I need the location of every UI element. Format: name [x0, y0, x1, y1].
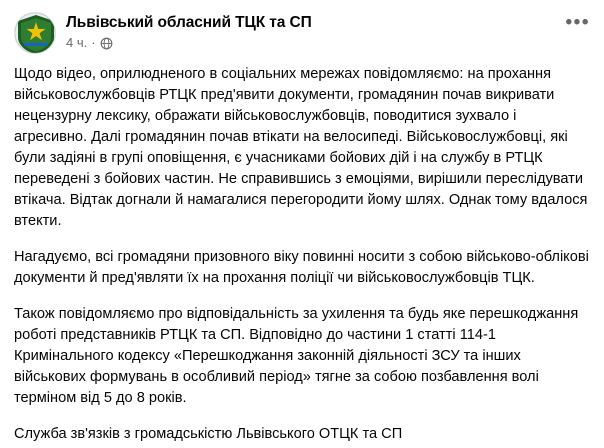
post-header-text: [66, 12, 312, 51]
meta-separator: ·: [91, 35, 96, 50]
military-emblem-avatar-icon: [15, 13, 56, 54]
post-header: [0, 0, 604, 58]
post-body: [0, 58, 604, 445]
post-more-options-button[interactable]: •••: [565, 12, 590, 33]
page-name[interactable]: Львівський обласний ТЦК та СП: [66, 14, 312, 31]
globe-icon[interactable]: [100, 37, 113, 50]
post-paragraph-3: Також повідомляємо про відповідальність за ухилення та будь яке перешкоджання роботі представників РТЦК та СП. Відповідно до частини 1 статті 114-1 Кримінального кодексу «Перешкоджання законній діяльності ЗСУ та інших військових формувань в особливий період» тягне за собою позбавлення волі терміном від 5 до 8 років.: [14, 306, 579, 406]
post-meta: [66, 35, 312, 51]
post-paragraph-4: Служба зв'язків з громадськістю Львівського ОТЦК та СП: [14, 426, 403, 442]
post-timestamp[interactable]: 4 ч.: [66, 35, 88, 50]
post-paragraph-2: Нагадуємо, всі громадяни призовного віку повинні носити з собою військово-облікові документи й пред'являти їх на прохання поліції чи військовослужбовців ТЦК.: [14, 249, 589, 286]
post-paragraph-1: Щодо відео, оприлюдненого в соціальних мережах повідомляємо: на прохання військовослужбовців РТЦК пред'явити документи, громадянин почав викривати нецензурну лексику, ображати військовослужбовців, поводитися зухвало і агресивно. Далі громадянин почав втікати на велосипеді. Військовослужбовці, які були задіяні в групі оповіщення, є учасниками бойових дій і на службу в РТЦК переведені з бойових частин. Не справившись з емоціями, вирішили переслідувати втікача. Відтак догнали й намагалися перегородити йому шлях. Однак тому вдалося втекти.: [14, 66, 588, 229]
avatar[interactable]: [14, 12, 56, 54]
